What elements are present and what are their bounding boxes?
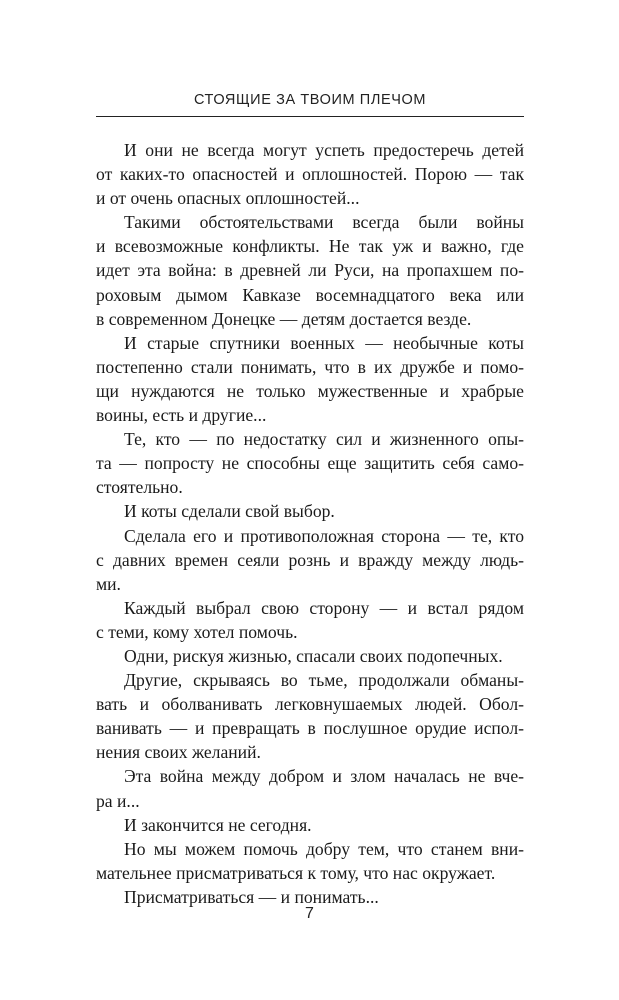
paragraph	[96, 596, 524, 644]
text-line: и всевозможные конфликты. Не так уж и важно, где	[96, 236, 524, 257]
text-line: Присматриваться — и понимать...	[124, 886, 379, 907]
paragraph	[96, 837, 524, 885]
text-line: в современном Донецке — детям достается везде.	[96, 308, 472, 329]
text-line: нения своих желаний.	[96, 742, 261, 763]
text-line: Одни, рискуя жизнью, спасали своих подопечных.	[124, 645, 503, 666]
text-line: щи нуждаются не только мужественные и храбрые	[96, 380, 524, 401]
text-line: И старые спутники военных — необычные коты	[124, 332, 524, 353]
text-line: И закончится не сегодня.	[124, 814, 312, 835]
text-line: И они не всегда могут успеть предостеречь детей	[124, 140, 524, 160]
text-line: постепенно стали понимать, что в их дружбе и помо-	[96, 356, 524, 377]
text-line: вать и оболванивать легковнушаемых людей. Обол-	[96, 694, 524, 715]
text-line: Другие, скрываясь во тьме, продолжали обманы-	[124, 670, 524, 691]
paragraph	[96, 210, 524, 330]
text-line: Те, кто — по недостатку сил и жизненного опы-	[124, 429, 524, 450]
header-rule	[96, 116, 524, 117]
paragraph	[96, 427, 524, 499]
text-line: с давних времен сеяли рознь и вражду между людь-	[96, 549, 524, 570]
running-head: СТОЯЩИЕ ЗА ТВОИМ ПЛЕЧОМ	[193, 92, 427, 108]
text-line: стоятельно.	[96, 477, 183, 498]
text-line: ванивать — и превращать в послушное орудие испол-	[96, 718, 524, 739]
text-line: от каких-то опасностей и оплошностей. Порою — так	[96, 164, 524, 185]
text-line: идет эта война: в древней ли Руси, на пропахшем по-	[96, 260, 524, 281]
text-line: мательнее присматриваться к тому, что нас окружает.	[96, 862, 496, 883]
paragraph	[96, 524, 524, 596]
text-line: И коты сделали свой выбор.	[124, 501, 335, 522]
paragraph	[96, 138, 524, 210]
text-line: Эта война между добром и злом началась не вче-	[124, 766, 524, 787]
text-line: роховым дымом Кавказе восемнадцатого века или	[96, 284, 524, 305]
text-line: ра и...	[96, 790, 140, 811]
text-line: ми.	[96, 573, 121, 594]
text-line: Каждый выбрал свою сторону — и встал рядом	[124, 597, 524, 618]
text-line: с теми, кому хотел помочь.	[96, 621, 298, 642]
text-line: Но мы можем помочь добру тем, что станем вни-	[124, 838, 524, 859]
paragraph	[96, 668, 524, 764]
text-line: та — попросту не способны еще защитить себя само-	[96, 453, 524, 474]
body-text	[96, 138, 524, 909]
text-line: Сделала его и противоположная сторона — те, кто	[124, 525, 524, 546]
paragraph	[96, 644, 524, 668]
text-line: и от очень опасных оплошностей...	[96, 188, 360, 209]
paragraph	[96, 499, 524, 523]
paragraph	[96, 764, 524, 812]
text-line: воины, есть и другие...	[96, 405, 267, 426]
paragraph	[96, 331, 524, 427]
page-number: 7	[305, 905, 314, 922]
text-line: Такими обстоятельствами всегда были войны	[124, 212, 524, 233]
paragraph	[96, 813, 524, 837]
